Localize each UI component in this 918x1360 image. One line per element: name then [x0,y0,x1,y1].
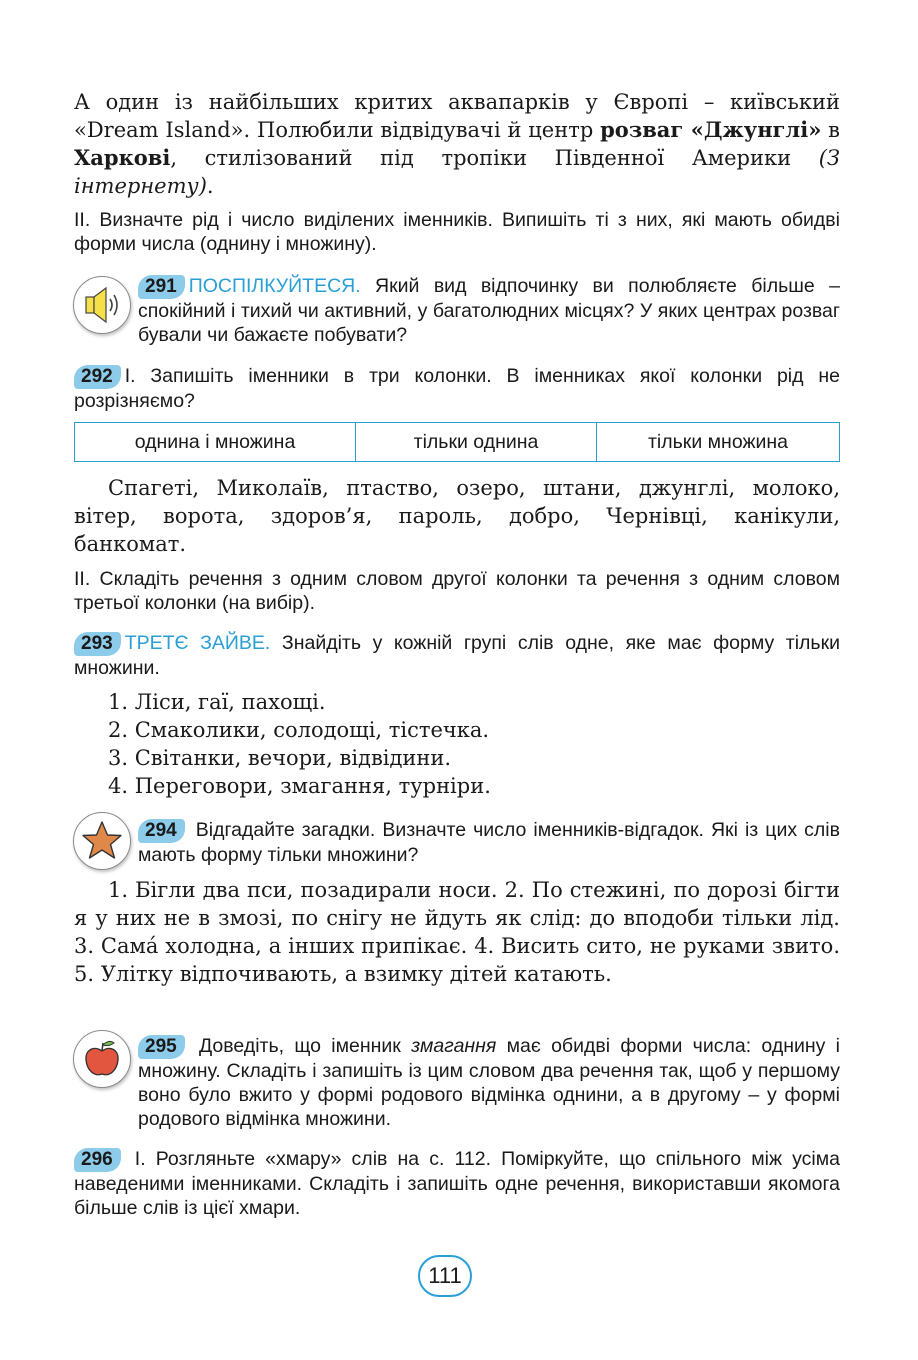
intro-paragraph [74,88,840,200]
column-header: тільки множина [597,423,840,462]
exercise-rubric: ПОСПІЛКУЙТЕСЯ. [188,275,361,297]
intro-text: , стилізований під тропіки Південної Америки [170,146,819,170]
word-groups-list [108,688,491,800]
source-note: (З інтернету) [74,146,840,198]
exercise-text: Відгадайте загадки. Визначте число іменників-відгадок. Які із цих слів мають форму тільки множини? [138,819,840,866]
exercise-number: 294 [138,819,185,843]
exercise-text: Знайдіть у кожній групі слів одне, яке має форму тільки множини. [74,632,840,679]
exercise-text: Доведіть, що іменник [188,1035,412,1057]
exercise-295 [138,1034,840,1131]
intro-text: . [206,174,214,198]
exercise-text: має обидві форми числа: однину і множину. Складіть і запишіть із цим словом два речення так, щоб у першому воно було вжито у формі родового відмінка однини, а в другому – у формі родового відмінка множини. [138,1035,841,1130]
list-item: 4. Переговори, змагання, турніри. [108,774,491,798]
highlight-word: розваг «Джунглі» [600,117,822,142]
exercise-number: 295 [138,1035,185,1059]
table-row [75,423,840,462]
exercise-number: 292 [74,365,121,389]
exercise-number: 293 [74,632,121,656]
star-icon [73,812,131,870]
riddles-text: 1. Бігли два пси, позадирали носи. 2. По стежині, по дорозі бігти я у них не в змозі, по снігу не йдуть як слід: до вподоби тільки лід. 3. Самá холодна, а інших припікає. 4. Висить сито, не руками звито. 5. Улітку відпочивають, а взимку дітей катають. [74,878,840,986]
italic-word: змагання [411,1035,497,1057]
exercise-rubric: ТРЕТЄ ЗАЙВЕ. [124,632,271,654]
column-header: однина і множина [75,423,356,462]
exercise-292 [74,364,840,413]
exercise-296 [74,1147,840,1220]
columns-table [74,422,840,462]
exercise-293 [74,631,840,680]
page-number: 111 [418,1255,472,1297]
apple-icon [73,1030,131,1088]
speaker-icon [73,276,131,334]
exercise-number: 296 [74,1148,121,1172]
exercise-text: Який вид відпочинку ви полюбляєте більше – спокійний і тихий чи активний, у багатолюдних місцях? У яких центрах розваг бували чи бажаєте побувати? [138,275,840,346]
exercise-text: I. Запишіть іменники в три колонки. В іменниках якої колонки рід не розрізняємо? [74,365,840,412]
list-item: 3. Світанки, вечори, відвідини. [108,746,452,770]
intro-task: II. Визначте рід і число виділених іменників. Випишіть ті з них, які мають обидві форми числа (однину і множину). [74,209,840,255]
intro-text: в [821,118,840,142]
word-list: Спагеті, Миколаїв, птаство, озеро, штани, джунглі, молоко, вітер, ворота, здоров’я, пароль, добро, Чернівці, канікули, банкомат. [74,476,840,556]
exercise-291 [138,274,840,347]
intro-text: А один із найбільших критих аквапарків у Європі – київський «Dream Island». Полюбили відвідувачі й центр [74,90,840,142]
exercise-number: 291 [138,275,185,299]
list-item: 2. Смаколики, солодощі, тістечка. [108,718,490,742]
list-item: 1. Ліси, гаї, пахощі. [108,690,326,714]
exercise-text: I. Розгляньте «хмару» слів на с. 112. Поміркуйте, що спільного між усіма наведеними іменниками. Складіть і запишіть одне речення, використавши якомога більше слів із цієї хмари. [74,1148,840,1219]
exercise-292-task2: II. Складіть речення з одним словом другої колонки та речення з одним словом третьої колонки (на вибір). [74,568,840,614]
highlight-word: Харкові [74,145,171,170]
exercise-294 [138,818,840,867]
column-header: тільки однина [356,423,597,462]
